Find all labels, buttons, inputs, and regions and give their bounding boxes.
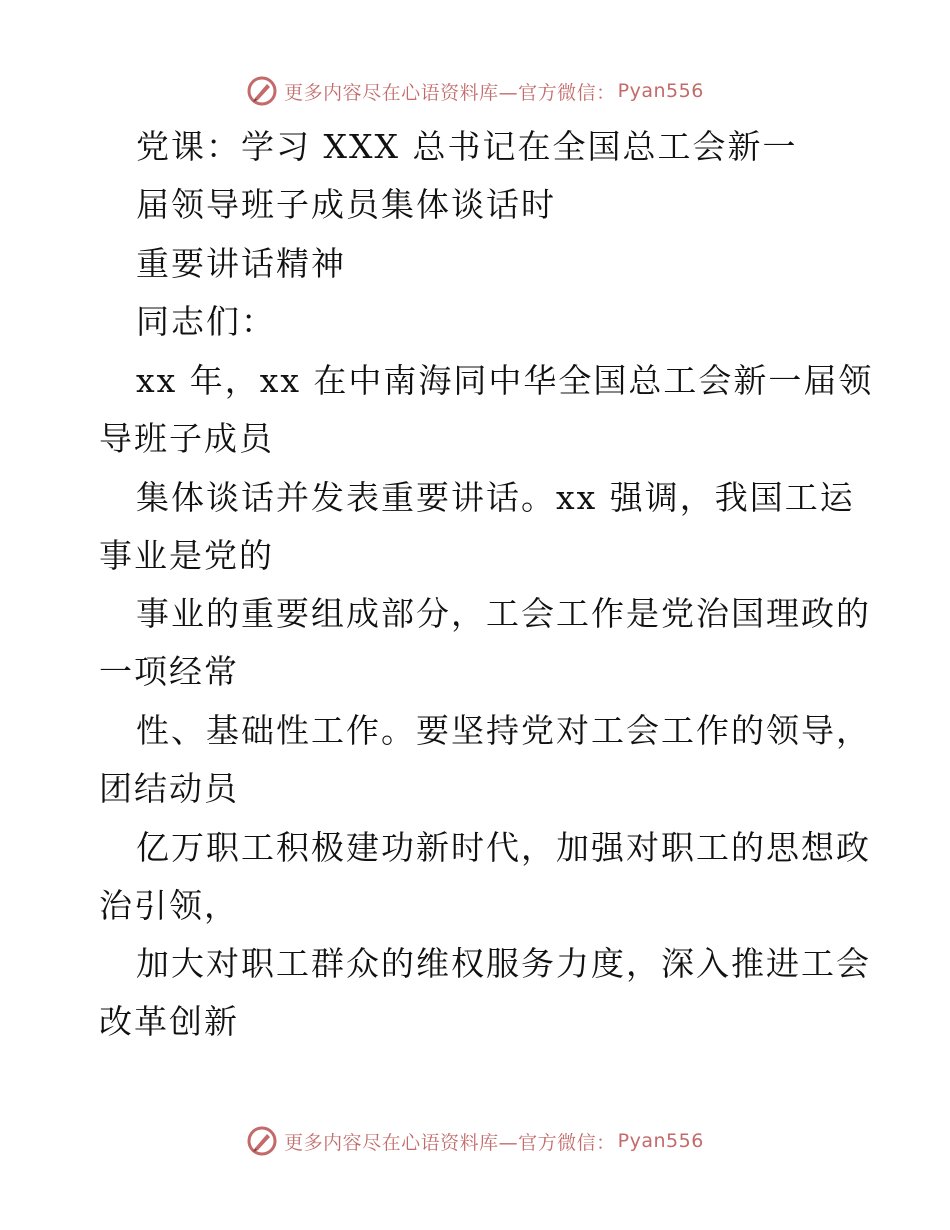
- title-line-2: 届领导班子成员集体谈话时: [136, 185, 556, 224]
- title-line-3: 重要讲话精神: [136, 244, 346, 283]
- body-line: 集体谈话并发表重要讲话。xx 强调，我国工运: [136, 478, 855, 517]
- pen-logo-icon: [246, 75, 278, 107]
- body-line: 亿万职工积极建功新时代，加强对职工的思想政: [136, 828, 871, 867]
- body-line: 治引领，: [99, 886, 239, 925]
- watermark-wechat-id: Pyan556: [617, 1130, 704, 1152]
- greeting: 同志们：: [136, 302, 276, 341]
- pen-logo-icon: [246, 1125, 278, 1157]
- body-line: 导班子成员: [99, 419, 274, 458]
- body-line: 团结动员: [99, 769, 239, 808]
- watermark-text: 更多内容尽在心语资料库—官方微信：: [284, 81, 616, 104]
- footer-watermark: [0, 1121, 950, 1161]
- body-line: 加大对职工群众的维权服务力度，深入推进工会: [136, 944, 871, 983]
- body-line: 事业是党的: [99, 536, 274, 575]
- body-line: 性、基础性工作。要坚持党对工会工作的领导，: [136, 711, 871, 750]
- watermark-text: 更多内容尽在心语资料库—官方微信：: [284, 1131, 616, 1154]
- body-line: 一项经常: [99, 652, 239, 691]
- body-line: xx 年，xx 在中南海同中华全国总工会新一届领: [136, 361, 874, 400]
- title-line-1: 党课：学习 XXX 总书记在全国总工会新一: [136, 127, 798, 166]
- body-line: 事业的重要组成部分，工会工作是党治国理政的: [136, 594, 871, 633]
- header-watermark: [0, 71, 950, 111]
- body-line: 改革创新: [99, 1002, 239, 1041]
- watermark-wechat-id: Pyan556: [617, 80, 704, 102]
